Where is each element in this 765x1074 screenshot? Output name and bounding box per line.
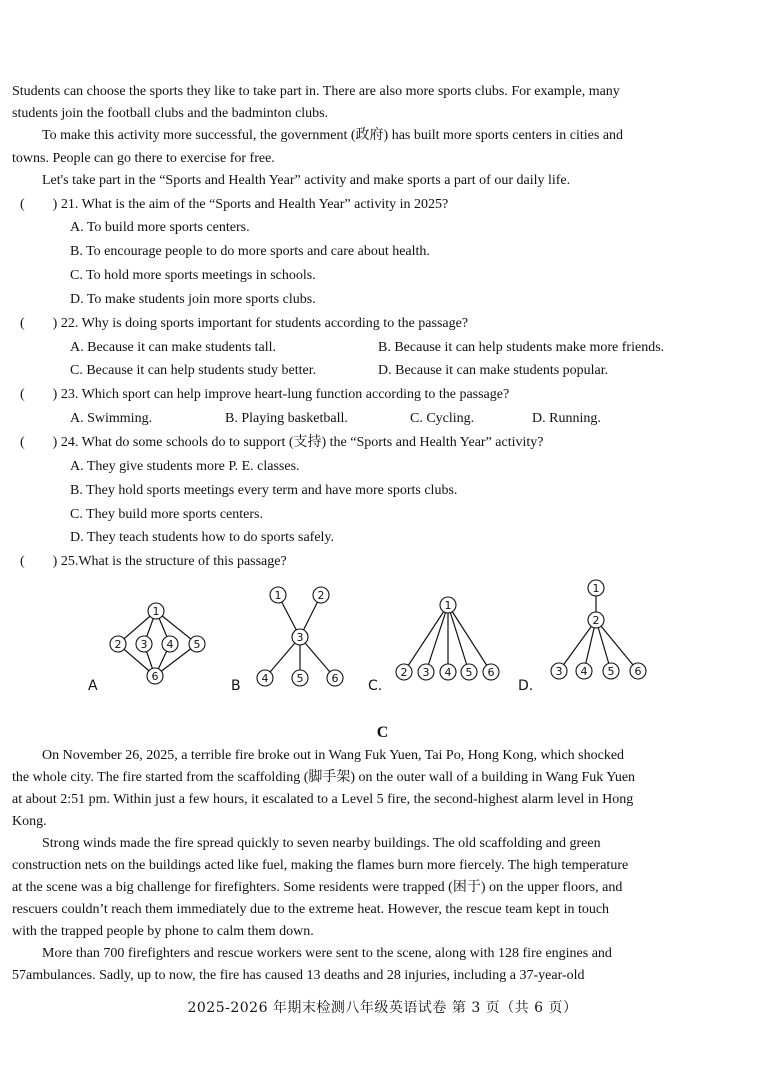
passage-line: Kong. bbox=[12, 814, 47, 829]
q22-option-a: A. Because it can make students tall. bbox=[70, 340, 277, 355]
passage-line: with the trapped people by phone to calm them down. bbox=[12, 924, 314, 939]
diagram-c-node-4: 4 bbox=[444, 666, 452, 679]
q24-option-c: C. They build more sports centers. bbox=[70, 507, 263, 522]
diagram-b-node-1: 1 bbox=[274, 589, 282, 602]
diagram-label-a: A bbox=[88, 678, 98, 694]
passage-line: Let's take part in the “Sports and Health Year” activity and make sports a part of our daily life. bbox=[42, 173, 571, 188]
diagram-b-node-2: 2 bbox=[317, 589, 325, 602]
diagram-b-node-5: 5 bbox=[296, 672, 304, 685]
diagram-d-node-1: 1 bbox=[592, 582, 600, 595]
diagram-c-node-1: 1 bbox=[444, 599, 452, 612]
q24-option-a: A. They give students more P. E. classes. bbox=[70, 459, 300, 474]
diagram-a-node-6: 6 bbox=[151, 670, 159, 683]
page-footer: 2025-2026 年期末检测八年级英语试卷 第 3 页（共 6 页） bbox=[187, 1000, 578, 1016]
question-21-stem: ( ) 21. What is the aim of the “Sports and Health Year” activity in 2025? bbox=[20, 197, 449, 212]
diagram-label-b: B bbox=[231, 678, 241, 694]
diagram-a-node-4: 4 bbox=[166, 638, 174, 651]
diagram-a-node-5: 5 bbox=[193, 638, 201, 651]
passage-line: On November 26, 2025, a terrible fire broke out in Wang Fuk Yuen, Tai Po, Hong Kong, which shocked bbox=[42, 748, 625, 763]
q23-option-d: D. Running. bbox=[532, 411, 601, 426]
passage-line: More than 700 firefighters and rescue workers were sent to the scene, along with 128 fire engines and bbox=[42, 946, 612, 961]
diagram-a-node-3: 3 bbox=[140, 638, 148, 651]
passage-line: To make this activity more successful, the government (政府) has built more sports centers in cities and bbox=[42, 128, 624, 143]
q24-option-d: D. They teach students how to do sports safely. bbox=[70, 530, 335, 545]
diagram-label-d: D. bbox=[518, 678, 534, 694]
diagram-d-node-2: 2 bbox=[592, 614, 600, 627]
q22-option-d: D. Because it can make students popular. bbox=[378, 363, 609, 378]
q22-option-b: B. Because it can help students make more friends. bbox=[378, 340, 665, 355]
diagram-c-node-5: 5 bbox=[465, 666, 473, 679]
q23-option-c: C. Cycling. bbox=[410, 411, 475, 426]
q22-option-c: C. Because it can help students study better. bbox=[70, 363, 317, 378]
section-heading: C bbox=[376, 724, 389, 741]
passage-line: at about 2:51 pm. Within just a few hours, it escalated to a Level 5 fire, the second-highest alarm level in Hong bbox=[12, 792, 634, 807]
diagram-c-node-3: 3 bbox=[422, 666, 430, 679]
diagram-b-node-4: 4 bbox=[261, 672, 269, 685]
passage-line: 57ambulances. Sadly, up to now, the fire has caused 13 deaths and 28 injuries, including a 37-year-old bbox=[12, 968, 585, 983]
passage-line: students join the football clubs and the badminton clubs. bbox=[12, 106, 329, 121]
passage-line: construction nets on the buildings acted like fuel, making the flames burn more fiercely. The high temperature bbox=[12, 858, 629, 873]
passage-line: the whole city. The fire started from the scaffolding (脚手架) on the outer wall of a building in Wang Fuk Yuen bbox=[12, 770, 636, 785]
q21-option-d: D. To make students join more sports clubs. bbox=[70, 292, 316, 307]
passage-line: Strong winds made the fire spread quickly to seven nearby buildings. The old scaffolding and green bbox=[42, 836, 601, 851]
q21-option-c: C. To hold more sports meetings in schools. bbox=[70, 268, 316, 283]
question-23-stem: ( ) 23. Which sport can help improve heart-lung function according to the passage? bbox=[20, 387, 510, 402]
q23-option-a: A. Swimming. bbox=[70, 411, 153, 426]
diagram-d-node-5: 5 bbox=[607, 665, 615, 678]
passage-line: Students can choose the sports they like to take part in. There are also more sports clubs. For example, many bbox=[12, 84, 620, 99]
diagram-d-node-3: 3 bbox=[555, 665, 563, 678]
structure-diagrams bbox=[0, 578, 765, 698]
question-25-stem: ( ) 25.What is the structure of this passage? bbox=[20, 554, 287, 569]
diagram-d-node-6: 6 bbox=[634, 665, 642, 678]
diagram-b-node-6: 6 bbox=[331, 672, 339, 685]
q24-option-b: B. They hold sports meetings every term and have more sports clubs. bbox=[70, 483, 458, 498]
question-22-stem: ( ) 22. Why is doing sports important for students according to the passage? bbox=[20, 316, 469, 331]
diagram-b-node-3: 3 bbox=[296, 631, 304, 644]
q21-option-a: A. To build more sports centers. bbox=[70, 220, 250, 235]
diagram-c-node-6: 6 bbox=[487, 666, 495, 679]
passage-line: at the scene was a big challenge for firefighters. Some residents were trapped (困于) on the upper floors, and bbox=[12, 880, 623, 895]
diagram-a-node-2: 2 bbox=[114, 638, 122, 651]
passage-line: rescuers couldn’t reach them immediately due to the extreme heat. However, the rescue team kept in touch bbox=[12, 902, 610, 917]
q21-option-b: B. To encourage people to do more sports and care about health. bbox=[70, 244, 430, 259]
diagram-label-c: C. bbox=[368, 678, 383, 694]
passage-line: towns. People can go there to exercise for free. bbox=[12, 151, 275, 166]
q23-option-b: B. Playing basketball. bbox=[225, 411, 348, 426]
diagram-a-node-1: 1 bbox=[152, 605, 160, 618]
question-24-stem: ( ) 24. What do some schools do to support (支持) the “Sports and Health Year” activity? bbox=[20, 435, 544, 450]
diagram-d-node-4: 4 bbox=[580, 665, 588, 678]
diagram-c-node-2: 2 bbox=[400, 666, 408, 679]
